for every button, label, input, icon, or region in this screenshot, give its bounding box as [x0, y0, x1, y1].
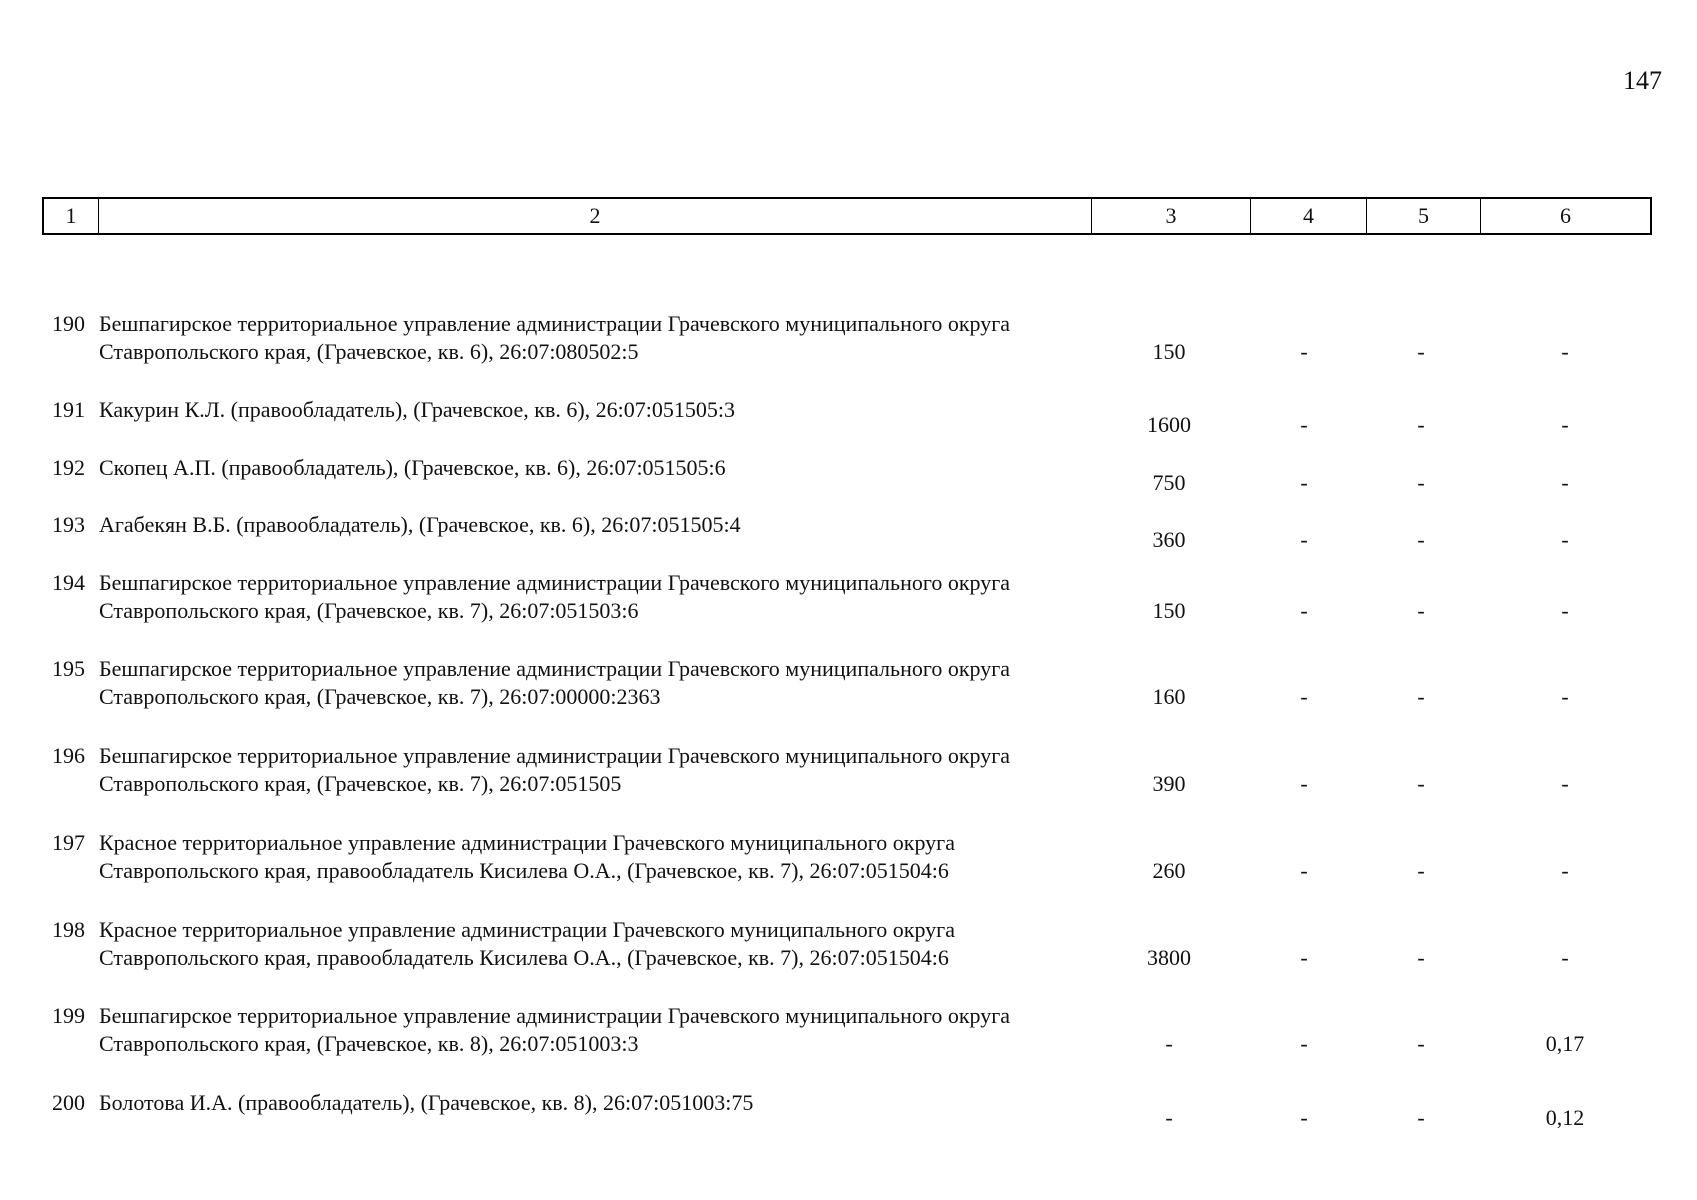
table-row: [0, 454, 1697, 514]
row-number: 192: [52, 455, 85, 480]
header-col-3: 3: [1092, 199, 1251, 233]
row-col-4: -: [1300, 470, 1308, 495]
row-col-5: -: [1417, 1031, 1425, 1056]
row-col-6: -: [1561, 771, 1569, 796]
header-col-5: 5: [1367, 199, 1481, 233]
header-col-1: 1: [44, 199, 99, 233]
row-col-6: -: [1561, 598, 1569, 623]
table-header: [42, 197, 1652, 235]
row-col-5: -: [1417, 684, 1425, 709]
row-col-6: 0,17: [1545, 1031, 1585, 1056]
row-col-5: -: [1417, 771, 1425, 796]
row-col-5: -: [1417, 470, 1425, 495]
row-description: Красное территориальное управление администрации Грачевского муниципального округа Ставропольского края, правообладатель Кисилева О.А., (Грачевское, кв. 7), 26:07:051504:6: [99, 830, 955, 883]
row-number: 195: [52, 656, 85, 681]
row-col-6: 0,12: [1545, 1105, 1585, 1130]
row-col-5: -: [1417, 527, 1425, 552]
row-col-4: -: [1300, 339, 1308, 364]
row-col-5: -: [1417, 945, 1425, 970]
header-col-6: 6: [1560, 203, 1571, 228]
row-description: Скопец А.П. (правообладатель), (Грачевское, кв. 6), 26:07:051505:6: [99, 455, 726, 480]
table-row: [0, 916, 1697, 976]
table-row: [0, 829, 1697, 889]
row-col-3: 150: [1152, 598, 1186, 623]
row-col-6: -: [1561, 527, 1569, 552]
row-number: 199: [52, 1003, 85, 1028]
row-col-6: -: [1561, 684, 1569, 709]
row-col-6: -: [1561, 858, 1569, 883]
row-col-3: 160: [1152, 684, 1186, 709]
row-col-3: 150: [1152, 339, 1186, 364]
row-number: 197: [52, 830, 85, 855]
row-description: Красное территориальное управление администрации Грачевского муниципального округа Ставропольского края, правообладатель Кисилева О.А., (Грачевское, кв. 7), 26:07:051504:6: [99, 917, 955, 970]
row-description: Бешпагирское территориальное управление администрации Грачевского муниципального округа Ставропольского края, (Грачевское, кв. 6), 26:07:080502:5: [99, 311, 1011, 364]
row-col-6: -: [1561, 339, 1569, 364]
row-col-4: -: [1300, 1105, 1308, 1130]
row-description: Болотова И.А. (правообладатель), (Грачевское, кв. 8), 26:07:051003:75: [99, 1090, 754, 1115]
row-description: Агабекян В.Б. (правообладатель), (Грачевское, кв. 6), 26:07:051505:4: [99, 512, 741, 537]
row-col-3: 750: [1152, 470, 1186, 495]
table-row: [0, 396, 1697, 456]
row-number: 193: [52, 512, 85, 537]
row-col-5: -: [1417, 1105, 1425, 1130]
row-number: 198: [52, 917, 85, 942]
row-col-4: -: [1300, 598, 1308, 623]
row-description: Бешпагирское территориальное управление администрации Грачевского муниципального округа Ставропольского края, (Грачевское, кв. 7), 26:07:051505: [99, 743, 1011, 796]
row-col-6: -: [1561, 412, 1569, 437]
row-col-3: 1600: [1147, 412, 1191, 437]
row-col-5: -: [1417, 858, 1425, 883]
row-description: Бешпагирское территориальное управление администрации Грачевского муниципального округа Ставропольского края, (Грачевское, кв. 7), 26:07:051503:6: [99, 570, 1011, 623]
header-col-4: 4: [1251, 199, 1367, 233]
row-col-4: -: [1300, 684, 1308, 709]
table-row: [0, 1089, 1697, 1149]
row-description: Какурин К.Л. (правообладатель), (Грачевское, кв. 6), 26:07:051505:3: [99, 397, 736, 422]
row-number: 196: [52, 743, 85, 768]
table-row: [0, 511, 1697, 571]
table-row: [0, 569, 1697, 629]
table-row: [0, 742, 1697, 802]
row-col-3: 3800: [1147, 945, 1191, 970]
row-col-4: -: [1300, 858, 1308, 883]
row-description: Бешпагирское территориальное управление администрации Грачевского муниципального округа Ставропольского края, (Грачевское, кв. 7), 26:07:00000:2363: [99, 656, 1011, 709]
row-col-4: -: [1300, 412, 1308, 437]
row-col-3: 260: [1152, 858, 1186, 883]
row-col-6: -: [1561, 945, 1569, 970]
page-number: 147: [1623, 66, 1662, 95]
header-col-2: 2: [99, 199, 1092, 233]
row-number: 200: [52, 1090, 85, 1115]
row-description: Бешпагирское территориальное управление администрации Грачевского муниципального округа Ставропольского края, (Грачевское, кв. 8), 26:07:051003:3: [99, 1003, 1011, 1056]
row-col-6: -: [1561, 470, 1569, 495]
row-number: 194: [52, 570, 85, 595]
row-col-3: -: [1165, 1031, 1173, 1056]
table-row: [0, 655, 1697, 715]
row-col-4: -: [1300, 945, 1308, 970]
row-col-5: -: [1417, 598, 1425, 623]
row-col-4: -: [1300, 771, 1308, 796]
row-col-3: -: [1165, 1105, 1173, 1130]
table-row: [0, 1002, 1697, 1062]
row-number: 191: [52, 397, 85, 422]
table-row: [0, 310, 1697, 370]
row-col-4: -: [1300, 1031, 1308, 1056]
row-col-5: -: [1417, 339, 1425, 364]
row-col-3: 390: [1152, 771, 1186, 796]
row-col-4: -: [1300, 527, 1308, 552]
row-number: 190: [52, 311, 85, 336]
row-col-5: -: [1417, 412, 1425, 437]
row-col-3: 360: [1152, 527, 1186, 552]
